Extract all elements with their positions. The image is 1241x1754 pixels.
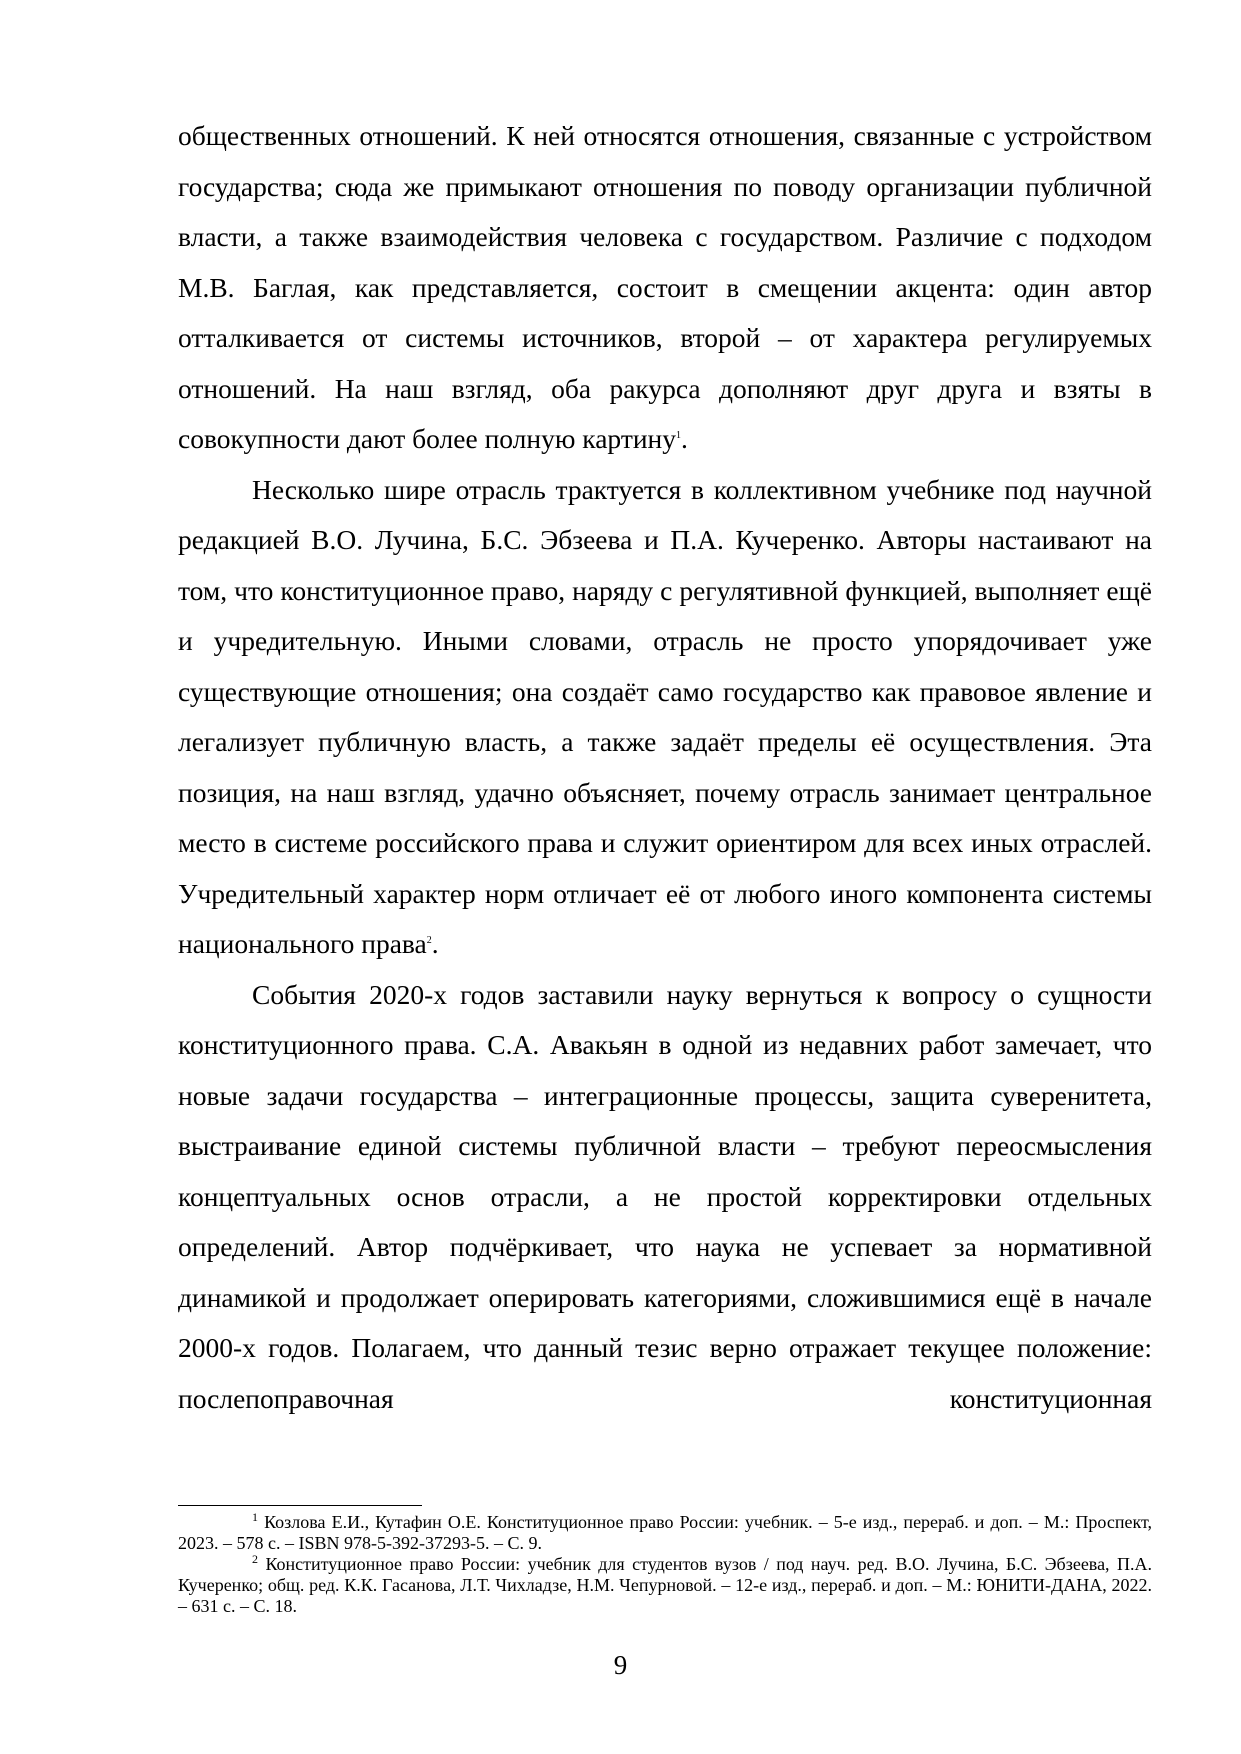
paragraph-3-text: События 2020-х годов заставили науку вернуться к вопросу о сущности конституционного права. С.А. Авакьян в одной из недавних работ замечает, что новые задачи государства – интеграционные процессы, защита суверенитета, выстраивание единой системы публичной власти – требуют переосмысления концептуальных основ отрасли, а не простой корректировки отдельных определений. Автор подчёркивает, что наука не успевает за нормативной динамикой и продолжает оперировать категориями, сложившимися ещё в начале 2000-х годов. Полагаем, что данный тезис верно отражает текущее положение: послепоправочная конституционная xyxy=(178,978,1152,1414)
paragraph-1-text: общественных отношений. К ней относятся отношения, связанные с устройством государства; сюда же примыкают отношения по поводу организации публичной власти, а также взаимодействия человека с государством. Различие с подходом М.В. Баглая, как представляется, состоит в смещении акцента: один автор отталкивается от системы источников, второй – от характера регулируемых отношений. На наш взгляд, оба ракурса дополняют друг друга и взяты в совокупности дают более полную картину xyxy=(178,120,1152,454)
footnote-ref-1[interactable]: 1 xyxy=(676,429,682,441)
footnotes xyxy=(178,1512,1152,1617)
footnote-1-text: Козлова Е.И., Кутафин О.Е. Конституционное право России: учебник. – 5-е изд., перераб. и доп. – М.: Проспект, 2023. – 578 с. – ISBN 978-5-392-37293-5. – С. 9. xyxy=(178,1512,1152,1553)
paragraph-2-tail: . xyxy=(431,928,439,959)
page-number: 9 xyxy=(613,1650,628,1680)
paragraph-1 xyxy=(178,111,1152,465)
footnote-2-number: 2 xyxy=(252,1552,258,1566)
body-text xyxy=(178,111,1152,1424)
footnote-1-number: 1 xyxy=(252,1510,258,1524)
footnote-ref-2[interactable]: 2 xyxy=(426,934,432,946)
paragraph-2 xyxy=(178,465,1152,970)
footnote-2 xyxy=(178,1554,1152,1617)
paragraph-3 xyxy=(178,970,1152,1425)
paragraph-1-tail: . xyxy=(681,423,688,454)
footnote-2-text: Конституционное право России: учебник для студентов вузов / под науч. ред. В.О. Лучина, Б.С. Эбзеева, П.А. Кучеренко; общ. ред. К.К. Гасанова, Л.Т. Чихладзе, Н.М. Чепурновой. – 12-е изд., перераб. и доп. – М.: ЮНИТИ-ДАНА, 2022. – 631 с. – С. 18. xyxy=(178,1554,1152,1616)
footnote-1 xyxy=(178,1512,1152,1554)
footnote-separator xyxy=(178,1505,422,1506)
paragraph-2-text: Несколько шире отрасль трактуется в коллективном учебнике под научной редакцией В.О. Лучина, Б.С. Эбзеева и П.А. Кучеренко. Авторы настаивают на том, что конституционное право, наряду с регулятивной функцией, выполняет ещё и учредительную. Иными словами, отрасль не просто упорядочивает уже существующие отношения; она создаёт само государство как правовое явление и легализует публичную власть, а также задаёт пределы её осуществления. Эта позиция, на наш взгляд, удачно объясняет, почему отрасль занимает центральное место в системе российского права и служит ориентиром для всех иных отраслей. Учредительный характер норм отличает её от любого иного компонента системы национального права xyxy=(178,473,1152,959)
